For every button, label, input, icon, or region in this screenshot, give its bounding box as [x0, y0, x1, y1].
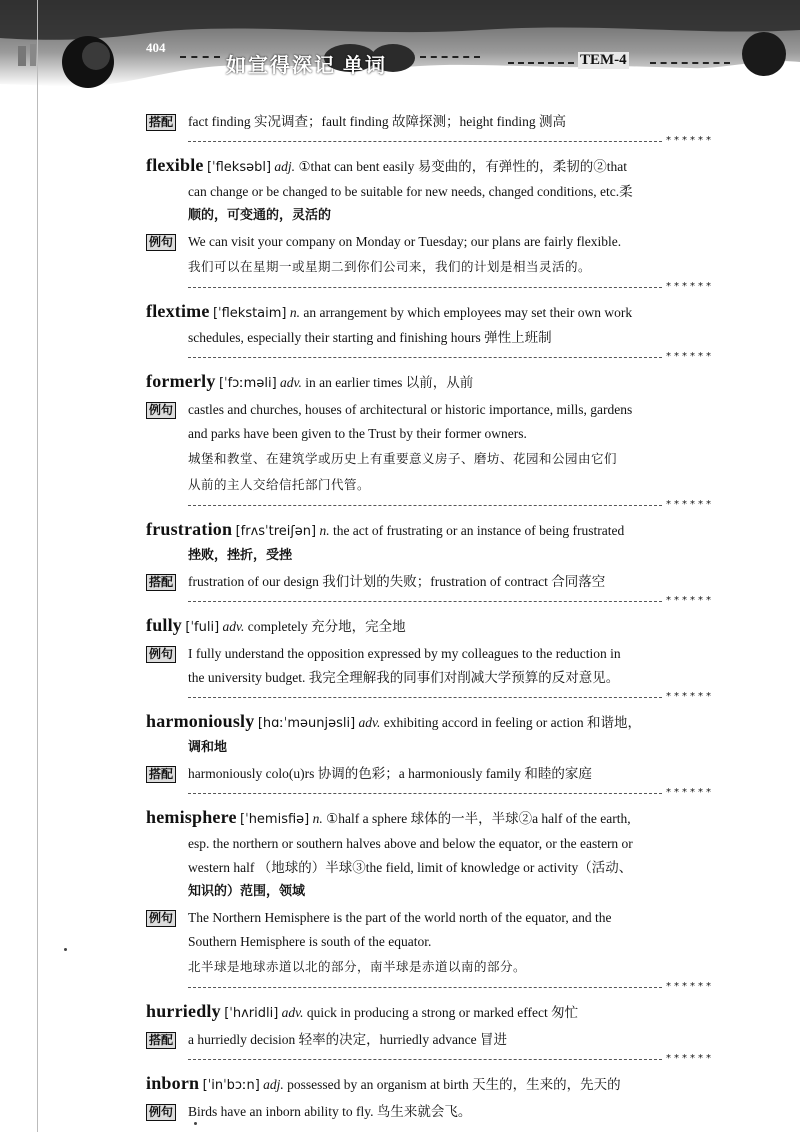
- definition: an arrangement by which employees may set their own work: [303, 305, 633, 320]
- part-of-speech: n.: [289, 305, 300, 320]
- example-label: 例句: [146, 234, 176, 251]
- entry-hemisphere: [146, 805, 714, 980]
- part-of-speech: n.: [312, 811, 323, 826]
- entry-separator: ******: [188, 351, 714, 363]
- part-of-speech: n.: [319, 523, 330, 538]
- collocation-row: [146, 1028, 714, 1052]
- header-banner: [0, 0, 800, 98]
- example-row: [146, 906, 714, 980]
- phonetic: [frʌsˈtreiʃən]: [235, 524, 317, 539]
- example-row: [146, 230, 714, 280]
- definition-cont: can change or be changed to be suitable for new needs, changed conditions, etc.柔: [188, 184, 633, 199]
- example-en: and parks have been given to the Trust by their former owners.: [188, 426, 527, 441]
- entry-hurriedly: [146, 999, 714, 1052]
- example-en: castles and churches, houses of architectural or historic importance, mills, gardens: [188, 402, 633, 417]
- entry-separator: ******: [188, 787, 714, 799]
- page-number: 404: [146, 40, 166, 55]
- headword: inborn: [146, 1073, 200, 1093]
- phonetic: [hɑːˈməunjəsli]: [257, 716, 356, 731]
- definition-cont: 调和地: [188, 740, 228, 755]
- phonetic: [ˈfuli]: [185, 620, 220, 635]
- entry-separator: ******: [188, 281, 714, 293]
- example-row: [146, 642, 714, 690]
- definition: quick in producing a strong or marked effect 匆忙: [306, 1005, 579, 1020]
- speck: [64, 948, 67, 951]
- headword: fully: [146, 615, 183, 635]
- example-label: 例句: [146, 646, 176, 663]
- collocation-label: 搭配: [146, 574, 176, 591]
- definition: exhibiting accord in feeling or action 和谐地，: [383, 715, 641, 730]
- phonetic: [ˈfɔːməli]: [218, 376, 277, 391]
- header-dash: [180, 56, 220, 58]
- definition: completely 充分地，完全地: [247, 619, 406, 634]
- entry-inborn: [146, 1071, 714, 1124]
- example-en: The Northern Hemisphere is the part of the world north of the equator, and the: [188, 910, 612, 925]
- collocation-text: fact finding 实况调查；fault finding 故障探测；height finding 测高: [188, 114, 566, 129]
- headword: flexible: [146, 155, 204, 175]
- example-en: the university budget. 我完全理解我的同事们对削减大学预算的反对意见。: [188, 670, 620, 685]
- part-of-speech: adv.: [358, 715, 381, 730]
- collocation-row: [146, 110, 714, 134]
- collocation-label: 搭配: [146, 114, 176, 131]
- page-header: [0, 0, 800, 98]
- entry-separator: ******: [188, 981, 714, 993]
- entry-separator: ******: [188, 691, 714, 703]
- definition-cont: western half （地球的）半球③the field, limit of knowledge or activity（活动、: [188, 860, 633, 875]
- definition: ①that can bent easily 易变曲的，有弹性的，柔韧的②that: [298, 159, 627, 174]
- collocation-label: 搭配: [146, 1032, 176, 1049]
- example-zh: 北半球是地球赤道以北的部分，南半球是赤道以南的部分。: [188, 959, 527, 974]
- entry-fully: [146, 613, 714, 690]
- phonetic: [ˈflekstaim]: [212, 306, 287, 321]
- header-dash: [420, 56, 480, 58]
- example-row: [146, 398, 714, 498]
- definition-cont: esp. the northern or southern halves above and below the equator, or the eastern or: [188, 836, 633, 851]
- headword: hurriedly: [146, 1001, 221, 1021]
- example-en: We can visit your company on Monday or Tuesday; our plans are fairly flexible.: [188, 234, 622, 249]
- definition-cont: 知识的）范围，领域: [188, 884, 306, 899]
- definition-cont: 挫败，挫折，受挫: [188, 548, 293, 563]
- headword: harmoniously: [146, 711, 255, 731]
- vocabulary-list: [146, 110, 714, 1124]
- example-label: 例句: [146, 1104, 176, 1121]
- entry-flexible: [146, 153, 714, 280]
- header-dash: [650, 62, 730, 64]
- collocation-row: [146, 762, 714, 786]
- example-en: Birds have an inborn ability to fly. 鸟生来就会飞。: [188, 1104, 472, 1119]
- headword: flextime: [146, 301, 210, 321]
- example-en: Southern Hemisphere is south of the equator.: [188, 934, 432, 949]
- phonetic: [ˈhʌridli]: [224, 1006, 279, 1021]
- definition: possessed by an organism at birth 天生的，生来的，先天的: [287, 1077, 621, 1092]
- header-tag: TEM-4: [580, 52, 627, 68]
- example-zh: 我们可以在星期一或星期二到你们公司来，我们的计划是相当灵活的。: [188, 259, 592, 274]
- entry-separator: ******: [188, 499, 714, 511]
- example-row: [146, 1100, 714, 1124]
- example-label: 例句: [146, 402, 176, 419]
- definition-cont: schedules, especially their starting and finishing hours 弹性上班制: [188, 330, 552, 345]
- phonetic: [ˈfleksəbl]: [206, 160, 272, 175]
- entry-separator: ******: [188, 595, 714, 607]
- headword: formerly: [146, 371, 216, 391]
- entry-harmoniously: [146, 709, 714, 786]
- collocation-text: harmoniously colo(u)rs 协调的色彩；a harmoniously family 和睦的家庭: [188, 766, 592, 781]
- definition: the act of frustrating or an instance of being frustrated: [332, 523, 625, 538]
- phonetic: [ˈinˈbɔːn]: [202, 1078, 260, 1093]
- collocation-row: [146, 570, 714, 594]
- headword: frustration: [146, 519, 233, 539]
- entry-frustration: [146, 517, 714, 594]
- part-of-speech: adv.: [222, 619, 245, 634]
- entry-separator: ******: [188, 135, 714, 147]
- definition: in an earlier times 以前，从前: [305, 375, 474, 390]
- example-zh: 从前的主人交给信托部门代管。: [188, 477, 371, 492]
- definition: ①half a sphere 球体的一半，半球②a half of the earth,: [326, 811, 631, 826]
- entry-formerly: [146, 369, 714, 498]
- example-zh: 城堡和教堂、在建筑学或历史上有重要意义房子、磨坊、花园和公园由它们: [188, 451, 618, 466]
- page-edge-line: [37, 0, 38, 1132]
- collocation-text: a hurriedly decision 轻率的决定，hurriedly advance 冒进: [188, 1032, 508, 1047]
- part-of-speech: adv.: [281, 1005, 304, 1020]
- phonetic: [ˈhemisfiə]: [240, 812, 310, 827]
- header-dash: [508, 62, 574, 64]
- part-of-speech: adj.: [263, 1077, 284, 1092]
- entry-separator: ******: [188, 1053, 714, 1065]
- headword: hemisphere: [146, 807, 237, 827]
- entry-flextime: [146, 299, 714, 350]
- part-of-speech: adj.: [274, 159, 296, 174]
- collocation-label: 搭配: [146, 766, 176, 783]
- part-of-speech: adv.: [280, 375, 302, 390]
- definition-cont: 顺的，可变通的，灵活的: [188, 208, 332, 223]
- example-en: I fully understand the opposition expressed by my colleagues to the reduction in: [188, 646, 621, 661]
- header-title: 如宣得深记 单词: [226, 55, 387, 77]
- collocation-text: frustration of our design 我们计划的失败；frustration of contract 合同落空: [188, 574, 606, 589]
- example-label: 例句: [146, 910, 176, 927]
